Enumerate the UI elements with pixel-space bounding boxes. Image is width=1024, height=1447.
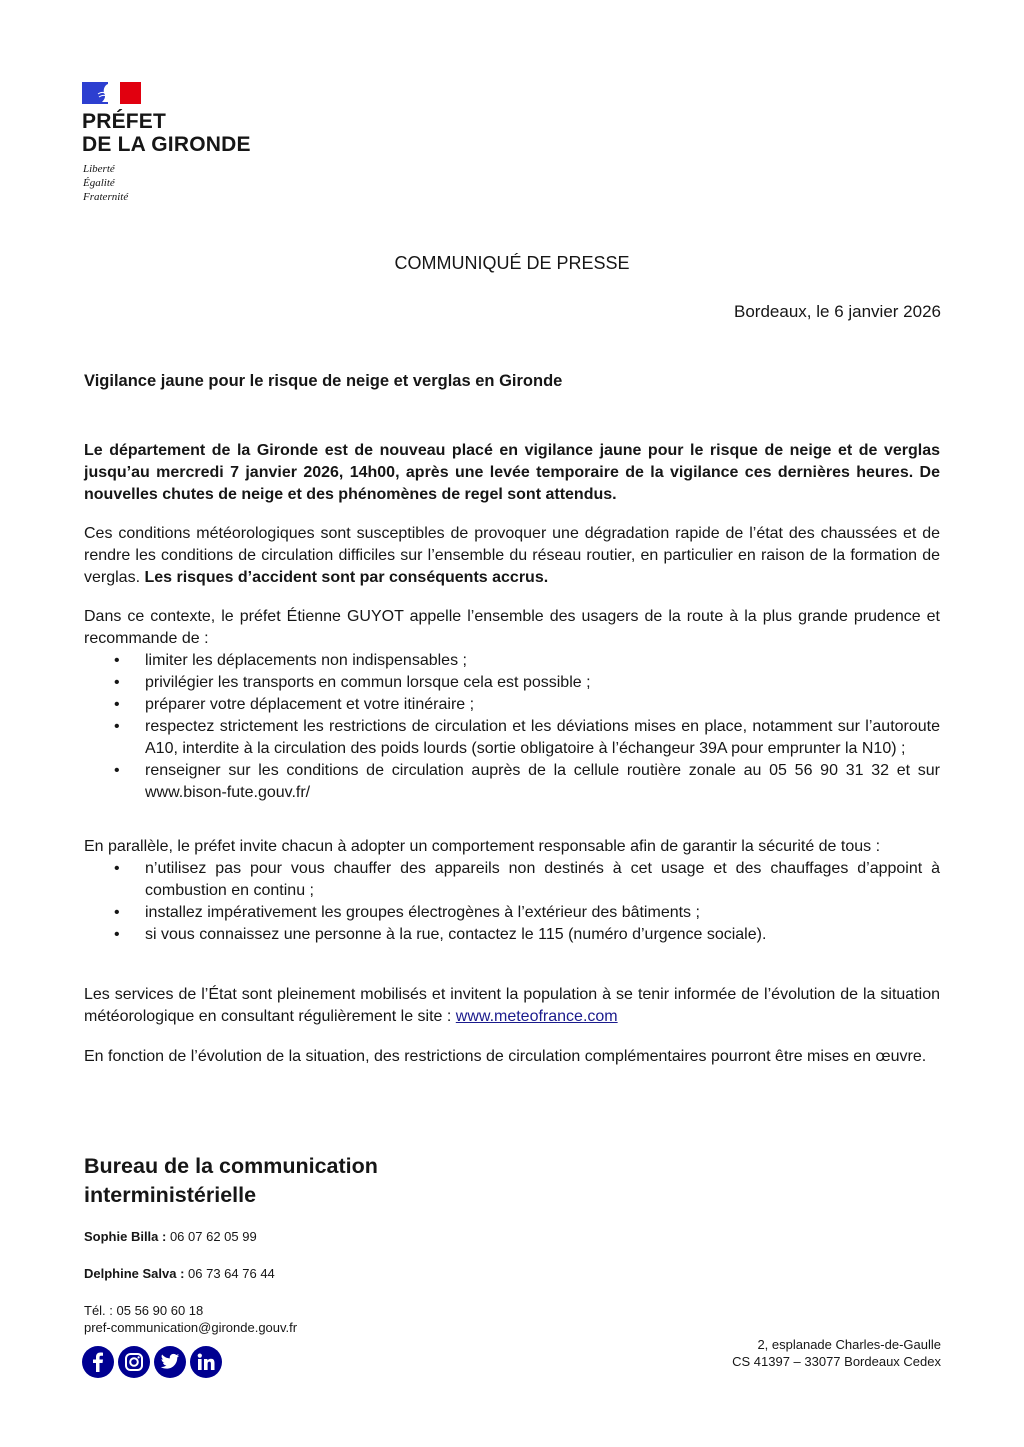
contact-delphine-salva <box>84 1266 275 1281</box>
marianne-profile-icon <box>96 83 124 103</box>
contact-name: Delphine Salva : <box>84 1266 185 1281</box>
bullet-icon: • <box>114 674 120 691</box>
logo-title-line1: PRÉFET <box>82 110 167 133</box>
social-links <box>82 1346 222 1378</box>
safety-intro: En parallèle, le préfet invite chacun à adopter un comportement responsable afin de garantir la sécurité de tous : <box>84 838 881 855</box>
bullet-icon: • <box>114 926 120 943</box>
paragraph-intro <box>84 440 940 506</box>
logo-title-line2: DE LA GIRONDE <box>82 133 251 156</box>
paragraph-services-text: Les services de l’État sont pleinement mobilisés et invitent la population à se tenir informée de l’évolution de la situation météorologique en consultant régulièrement le site : <box>84 986 940 1025</box>
recommendations-list <box>84 650 940 804</box>
bullet-icon: • <box>114 904 120 921</box>
paragraph-safety <box>84 836 940 946</box>
contact-sophie-billa <box>84 1229 257 1244</box>
paragraph-restrictions <box>84 1046 940 1068</box>
marianne-flag-logo <box>82 82 141 104</box>
instagram-button[interactable] <box>118 1346 150 1378</box>
safety-list <box>84 858 940 946</box>
motto-liberte: Liberté <box>83 163 115 175</box>
document-date: Bordeaux, le 6 janvier 2026 <box>734 302 941 321</box>
general-phone: Tél. : 05 56 90 60 18 <box>84 1303 204 1318</box>
paragraph-conditions <box>84 523 940 589</box>
paragraph-recommendations <box>84 606 940 804</box>
paragraph-services <box>84 984 940 1028</box>
address-line2: CS 41397 – 33077 Bordeaux Cedex <box>732 1354 941 1369</box>
list-item <box>84 694 940 716</box>
press-release-headline: Vigilance jaune pour le risque de neige et verglas en Gironde <box>84 372 563 390</box>
bureau-title <box>84 1152 378 1210</box>
instagram-icon <box>124 1352 144 1372</box>
contact-phone: 06 07 62 05 99 <box>166 1229 257 1244</box>
prefecture-title <box>82 110 251 156</box>
bullet-icon: • <box>114 696 120 713</box>
linkedin-icon <box>197 1353 215 1371</box>
facebook-button[interactable] <box>82 1346 114 1378</box>
recommendations-intro: Dans ce contexte, le préfet Étienne GUYOT appelle l’ensemble des usagers de la route à la plus grande prudence et recommande de : <box>84 608 940 647</box>
facebook-icon <box>89 1352 107 1372</box>
list-item-text: préparer votre déplacement et votre itinéraire ; <box>145 696 475 713</box>
twitter-button[interactable] <box>154 1346 186 1378</box>
motto-egalite: Égalité <box>83 177 115 189</box>
list-item <box>84 672 940 694</box>
paragraph-conditions-emphasis: Les risques d’accident sont par conséquents accrus. <box>144 569 549 586</box>
list-item <box>84 650 940 672</box>
list-item-text: renseigner sur les conditions de circulation auprès de la cellule routière zonale au 05 56 90 31 32 et sur www.bison-fute.gouv.fr/ <box>145 762 940 801</box>
paragraph-conditions-text: Ces conditions météorologiques sont susceptibles de provoquer une dégradation rapide de l’état des chaussées et de rendre les conditions de circulation difficiles sur l’ensemble du réseau routier, en particulier en raison de la formation de verglas. <box>84 525 940 586</box>
general-contact <box>84 1302 297 1336</box>
list-item-text: respectez strictement les restrictions de circulation et les déviations mises en place, notamment sur l’autoroute A10, interdite à la circulation des poids lourds (sortie obligatoire à l’échangeur 39A pour emprunter la N10) ; <box>145 718 940 757</box>
motto-fraternite: Fraternité <box>83 191 129 203</box>
list-item <box>84 902 940 924</box>
bureau-title-line1: Bureau de la communication <box>84 1154 378 1178</box>
list-item <box>84 716 940 760</box>
document-type: COMMUNIQUÉ DE PRESSE <box>394 253 630 273</box>
list-item-text: installez impérativement les groupes électrogènes à l’extérieur des bâtiments ; <box>145 904 700 921</box>
list-item-text: limiter les déplacements non indispensables ; <box>145 652 467 669</box>
postal-address <box>732 1336 941 1370</box>
linkedin-button[interactable] <box>190 1346 222 1378</box>
contact-email: pref-communication@gironde.gouv.fr <box>84 1320 298 1335</box>
bullet-icon: • <box>114 762 120 779</box>
list-item <box>84 858 940 902</box>
list-item <box>84 760 940 804</box>
bullet-icon: • <box>114 718 120 735</box>
contact-phone: 06 73 64 76 44 <box>184 1266 275 1281</box>
list-item-text: si vous connaissez une personne à la rue, contactez le 115 (numéro d’urgence sociale). <box>145 926 767 943</box>
list-item-text: privilégier les transports en commun lorsque cela est possible ; <box>145 674 591 691</box>
meteofrance-link[interactable]: www.meteofrance.com <box>455 1008 618 1025</box>
bullet-icon: • <box>114 860 120 877</box>
bureau-title-line2: interministérielle <box>84 1183 257 1207</box>
republic-motto <box>83 162 128 204</box>
paragraph-restrictions-text: En fonction de l’évolution de la situation, des restrictions de circulation complémentaires pourront être mises en œuvre. <box>84 1048 927 1065</box>
bullet-icon: • <box>114 652 120 669</box>
contact-name: Sophie Billa : <box>84 1229 167 1244</box>
paragraph-intro-text: Le département de la Gironde est de nouveau placé en vigilance jaune pour le risque de neige et de verglas jusqu’au mercredi 7 janvier 2026, 14h00, après une levée temporaire de la vigilance ces dernières heures. De nouvelles chutes de neige et des phénomènes de regel sont attendus. <box>84 442 940 503</box>
twitter-icon <box>160 1353 180 1371</box>
list-item-text: n’utilisez pas pour vous chauffer des appareils non destinés à cet usage et des chauffages d’appoint à combustion en continu ; <box>145 860 940 899</box>
address-line1: 2, esplanade Charles-de-Gaulle <box>757 1337 941 1352</box>
list-item <box>84 924 940 946</box>
